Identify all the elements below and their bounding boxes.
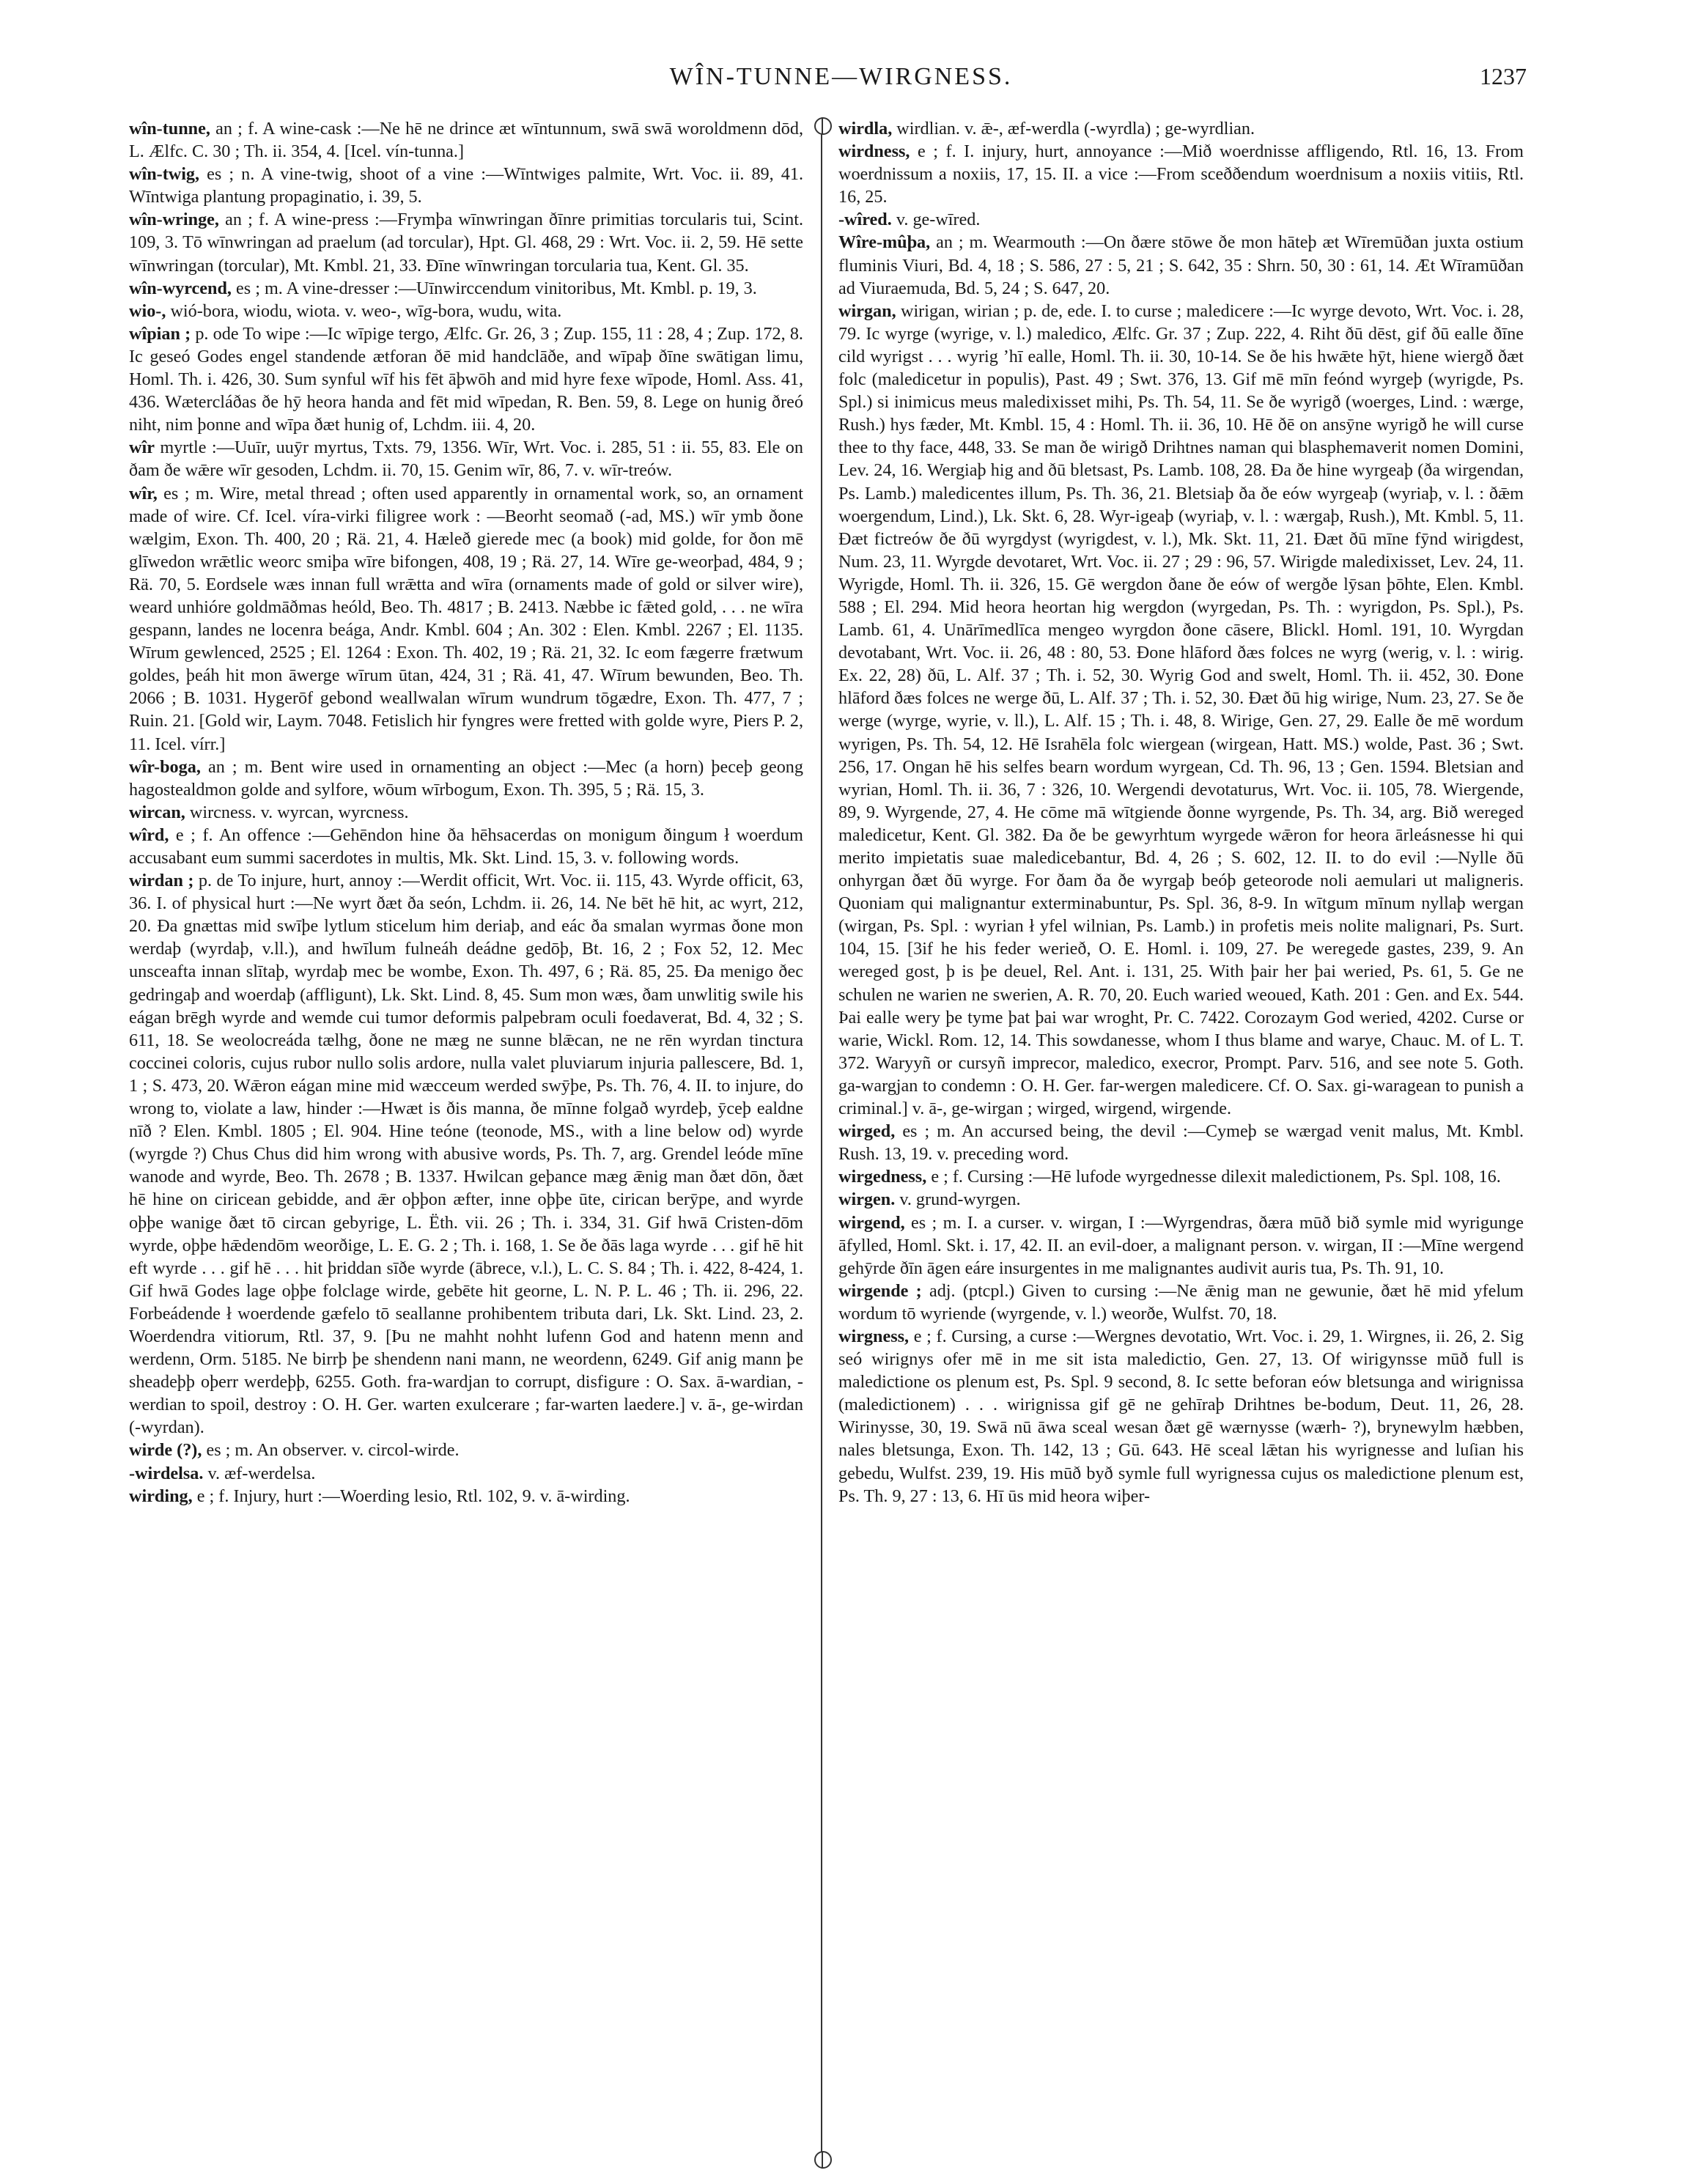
dictionary-entry (129, 824, 803, 869)
dictionary-entry (838, 231, 1524, 299)
entry-headword: wîr (129, 438, 155, 458)
dictionary-entry (129, 436, 803, 482)
dictionary-entry (129, 1439, 803, 1461)
dictionary-entry (129, 163, 803, 208)
entry-headword: wîpian ; (129, 323, 191, 344)
entry-text: es ; m. An observer. v. circol-wirde. (202, 1440, 460, 1461)
entry-text: v. grund-wyrgen. (895, 1189, 1021, 1210)
running-header: WÎN-TUNNE—WIRGNESS. (669, 63, 1013, 90)
entry-text: adj. (ptcpl.) Given to cursing :—Ne ǣnig man ne gewunie, ðæt hē mid yfelum wordum tō wyriende (wyrgende, v. l.) weorðe, Wulfst. 70, 18. (838, 1280, 1524, 1324)
entry-headword: wirdness, (838, 141, 910, 162)
entry-text: e ; f. Injury, hurt :—Woerding lesio, Rtl. 102, 9. v. ā-wirding. (192, 1486, 630, 1506)
dictionary-entry (129, 482, 803, 756)
dictionary-entry (129, 869, 803, 1439)
dictionary-entry (129, 1485, 803, 1508)
entry-headword: wirgen. (838, 1189, 896, 1210)
entry-text: an ; f. A wine-cask :—Ne hē ne drince æt wīntunnum, swā swā woroldmenn dōd, L. Ælfc. C. 30 ; Th. ii. 354, 4. [Icel. vín-tunna.] (129, 119, 803, 162)
entry-text: wirigan, wirian ; p. de, ede. I. to curse ; maledicere :—Ic wyrge devoto, Wrt. Voc. i. 28, 79. Ic wyrge (wyrige, v. l.) maledico, Ælfc. Gr. 37 ; Zup. 222, 4. Riht ðū dēst, gif ðū ealle ðīne cild wyrigst . . . wyrig ʼhī ealle, Homl. Th. ii. 30, 10-14. Se ðe his hwǣte hȳt, hiene wiergð ðæt folc (maledicetur in populis), Past. 49 ; Swt. 376, 13. Gif mē mīn feónd wyrgeþ (wyrigde, Ps. Spl.) si inimicus meus maledixisset mihi, Ps. Th. 54, 11. Se ðe wyrigð (woerges, Lind. : wærge, Rush.) hys fæder, Mt. Kmbl. 15, 4 : Homl. Th. ii. 36, 10. Hē ðē on ansȳne wyrigð he will curse thee to thy face, 448, 33. Se man ðe wirigð Drihtnes naman qui blasphemaverit nomen Domini, Lev. 24, 16. Wergiaþ hig and ðū bletsast, Ps. Lamb. 108, 28. Ða ðe hine wyrgeaþ (ða wirgendan, Ps. Lamb.) maledicentes illum, Ps. Th. 36, 21. Bletsiaþ ða ðe eów wyrgeaþ (wyriaþ, v. l. : ðǣm woergendum, Lind.), Lk. Skt. 6, 28. Wyr-igeaþ (wyriaþ, v. l. : wærgaþ, Rush.), Mt. Kmbl. 5, 11. Ðæt fictreów ðe ðū wyrgdyst (wyrigdest, v. l.), Mk. Skt. 11, 21. Ðæt ðū mīne fȳnd wirigdest, Num. 23, 11. Wyrgde devotaret, Wrt. Voc. ii. 27 ; 29 : 96, 57. Wirigde maledixisset, Lev. 24, 11. Wyrigde, Homl. Th. ii. 326, 15. Gē wergdon ðane ðe eów of wergðe lȳsan þōhte, Elen. Kmbl. 588 ; El. 294. Mid heora heortan hig wergdon (wyrgedan, Ps. Th. : wyrigdon, Ps. Spl.), Ps. Lamb. 61, 4. Unārīmedlīca mengeo wyrgdon ðone cāsere, Blickl. Homl. 191, 10. Wyrgdan devotabant, Wrt. Voc. ii. 26, 48 : 80, 53. Ðone hlāford ðæs folces ne wyrg (werig, v. l. : wirig. Ex. 22, 28) ðū, L. Alf. 37 ; Th. i. 52, 30. Wyrig God and swelt, Homl. Th. ii. 452, 30. Ðone hlāford ðæs folces ne werge ðū, L. Alf. 37 ; Th. i. 52, 30. Ðæt ðū hig wirige, Num. 23, 27. Se ðe werge (wyrge, wyrie, v. ll.), L. Alf. 15 ; Th. i. 48, 8. Wirige, Gen. 27, 29. Ealle ðe mē wordum wyrigen, Ps. Th. 54, 12. Hē Israhēla folc wiergean (wirgean, Hatt. MS.) wolde, Past. 36 ; Swt. 256, 17. Ongan hē his selfes bearn wordum wyrgean, Cd. Th. 96, 13 ; Gen. 1594. Bletsian and wyrian, Homl. Th. ii. 36, 7 : 326, 10. Wergendi devotaturus, Wrt. Voc. ii. 105, 78. Wiergende, 89, 9. Wyrgende, 27, 4. He cōme mā wītgiende ðonne wyrgende, Ps. Th. 34, arg. Bið wereged maledicetur, Kent. Gl. 382. Ða ðe be gewyrhtum wyrgede wǣron for heora ārleásnesse hi qui merito impietatis suae maledicebantur, Bd. 4, 26 ; S. 602, 12. II. to do evil :—Nylle ðū onhyrgan ðæt ðū wyrge. For ðam ða ðe wyrgaþ beóþ geteorode noli aemulari ut maligneris. Quoniam qui malignantur exterminabuntur, Ps. Spl. 36, 8-9. In wītgum mīnum nyllaþ wergan (wirgan, Ps. Spl. : wyrian ł yfel wilnian, Ps. Lamb.) in profetis meis nolite malignari, Ps. Surt. 104, 15. [3if he his feder werieð, O. E. Homl. i. 109, 27. Þe weregede gastes, 239, 9. An wereged gost, þ is þe deuel, Rel. Ant. i. 131, 25. With þair her þai weried, Ps. 61, 5. Ge ne schulen ne warien ne swerien, A. R. 70, 20. Euch waried weoued, Kath. 201 : Gen. and Ex. 544. Þai ealle wery þe tyme þat þai war wroght, Pr. C. 7422. Corozaym God weried, 4202. Curse or warie, Wickl. Rom. 12, 14. This sowdanesse, whom I thus blame and warye, Chauc. M. of L. T. 372. Waryyñ or cursyñ imprecor, maledico, execror, Prompt. Parv. 516, and see note 5. Goth. ga-wargjan to condemn : O. H. Ger. far-wergen maledicere. Cf. O. Sax. gi-waragean to punish a criminal.] v. ā-, ge-wirgan ; wirged, wirgend, wirgende. (838, 300, 1524, 1119)
entry-text: wirdlian. v. ǣ-, æf-werdla (-wyrdla) ; ge-wyrdlian. (892, 119, 1255, 139)
page-number: 1237 (1480, 63, 1527, 89)
entry-headword: wirdan ; (129, 871, 194, 891)
entry-text: wió-bora, wiodu, wiota. v. weo-, wīg-bora, wudu, wita. (166, 300, 562, 321)
entry-headword: wîr-boga, (129, 756, 201, 777)
entry-text: e ; f. An offence :—Gehēndon hine ða hēhsacerdas on monigum ðingum ł woerdum accusabant eum summi sacerdotes in multis, Mk. Skt. Lind. 15, 3. v. following words. (129, 824, 803, 868)
dictionary-entry (838, 1188, 1524, 1211)
entry-text: an ; m. Bent wire used in ornamenting an object :—Mec (a horn) þeceþ geong hagostealdmon golde and sylfore, wōum wīrbogum, Exon. Th. 395, 5 ; Rä. 15, 3. (129, 756, 803, 800)
dictionary-entry (838, 117, 1524, 140)
entry-text: v. ge-wīred. (891, 210, 981, 230)
dictionary-entry (129, 208, 803, 276)
dictionary-entry (838, 1165, 1524, 1188)
entry-headword: wirgende ; (838, 1280, 922, 1301)
entry-text: an ; f. A wine-press :—Frymþa wīnwringan ðīnre primitias torcularis tui, Scint. 109, 3. Tō wīnwringan ad praelum (ad torcular), Hpt. Gl. 468, 29 : Wrt. Voc. ii. 2, 59. Hē sette wīnwringan (torcular), Mt. Kmbl. 21, 33. Ðīne wīnwringan torcularia tua, Kent. Gl. 35. (129, 210, 803, 276)
entry-headword: wîn-tunne, (129, 119, 210, 139)
dictionary-entry (838, 1120, 1524, 1165)
entry-headword: wîn-wyrcend, (129, 278, 232, 298)
dictionary-entry (129, 801, 803, 824)
entry-headword: wîrd, (129, 824, 169, 845)
entry-text: an ; m. Wearmouth :—On ðære stōwe ðe mon hāteþ æt Wīremūðan juxta ostium fluminis Viuri, Bd. 4, 18 ; S. 586, 27 : 5, 21 ; S. 642, 35 : Shrn. 50, 30 : 61, 14. Æt Wīramūðan ad Viuraemuda, Bd. 5, 24 ; S. 647, 20. (838, 232, 1524, 298)
entry-headword: wio-, (129, 300, 166, 321)
left-column (129, 117, 803, 2140)
column-rule-ornament-top (814, 117, 832, 135)
entry-headword: wîr, (129, 483, 158, 503)
entry-text: myrtle :—Uuīr, uuȳr myrtus, Txts. 79, 1356. Wīr, Wrt. Voc. i. 285, 51 : ii. 55, 83. Ele on ðam ðe wǣre wīr gesoden, Lchdm. ii. 70, 15. Genim wīr, 86, 7. v. wīr-treów. (129, 438, 803, 481)
entry-text: v. æf-werdelsa. (203, 1463, 316, 1483)
entry-text: e ; f. I. injury, hurt, annoyance :—Mið woerdnisse affligendo, Rtl. 16, 13. From woerdnissum a noxiis, 17, 15. II. a vice :—From sceððendum woerdnisum a noxiis vitiis, Rtl. 16, 25. (838, 141, 1524, 207)
column-rule (821, 129, 822, 2161)
entry-headword: wirdla, (838, 119, 893, 139)
entry-text: p. ode To wipe :—Ic wīpige tergo, Ælfc. Gr. 26, 3 ; Zup. 155, 11 : 28, 4 ; Zup. 172, 8. Ic geseó Godes engel standende ætforan ðē mid handclāðe, and wīpaþ ðīne swātigan limu, Homl. Th. i. 426, 30. Sum synful wīf his fēt āþwōh and mid hyre fexe wīpode, Homl. Ass. 41, 436. Wætercláðas ðe hȳ heora handa and fēt mid wīpedan, R. Ben. 59, 8. Lege on hunig ðreó niht, nim þonne and wīpa ðæt hunig of, Lchdm. iii. 4, 20. (129, 323, 803, 435)
entry-text: p. de To injure, hurt, annoy :—Werdit officit, Wrt. Voc. ii. 115, 43. Wyrde officit, 63, 36. I. of physical hurt :—Ne wyrt ðæt ða seón, Lchdm. ii. 26, 14. Ne bēt hē hit, ac wyrt, 212, 20. Ða gnættas mid swīþe lytlum sticelum him deriaþ, and eác ða smalan wyrmas ðone mon werdaþ (wyrdaþ, v.ll.), and hwīlum fulneáh deádne gedōþ, Bt. 16, 2 ; Fox 52, 12. Mec unsceafta innan slītaþ, wyrdaþ mec be wombe, Exon. Th. 497, 6 ; Rä. 85, 25. Ða menigo ðec gedringaþ and woerdaþ (affligunt), Lk. Skt. Lind. 8, 45. Sum mon wæs, ðam unwlitig swile his eágan brēgh wyrde and wemde cui tumor deformis palpebram oculi foedaverat, Bd. 4, 32 ; S. 611, 18. Se weolocreáda tælhg, ðone ne mæg ne sunne blǣcan, ne ne rēn wyrdan tinctura coccinei coloris, cujus rubor nullo solis ardore, nulla valet pluviarum injuria pallescere, Bd. 1, 1 ; S. 473, 20. Wǣron eágan mine mid wæcceum werded swȳþe, Ps. Th. 76, 4. II. to injure, do wrong to, violate a law, hinder :—Hwæt is ðis manna, ðe mīnne folgað wyrdeþ, ȳceþ ealdne nīð ? Elen. Kmbl. 1805 ; El. 904. Hine teóne (teonode, MS., with a line below od) wyrde (wyrgde ?) Chus Chus did him wrong with abusive words, Ps. Th. 7, arg. Grendel leóde mīne wanode and wyrde, Beo. Th. 2678 ; B. 1337. Hwilcan geþance mæg ǣnig man ðæt dōn, ðæt hē hine on ciricean gebidde, and ǣr oþþon æfter, inne oþþe ūte, cirican berȳpe, and wyrde oþþe wanige ðæt tō circan gebyrige, L. Ëth. vii. 26 ; Th. i. 334, 31. Gif hwā Cristen-dōm wyrde, oþþe hǣdendōm weorðige, L. E. G. 2 ; Th. i. 168, 1. Se ðe ðās laga wyrde . . . gif hē hit eft wyrde . . . gif hē . . . hit þriddan sīðe wyrde (ābrece, v.l.), L. C. S. 84 ; Th. i. 422, 8-424, 1. Gif hwā Godes lage oþþe folclage wirde, gebēte hit georne, L. N. P. L. 46 ; Th. ii. 296, 22. Forbeádende ł woerdende gæfelo tō seallanne prohibentem tributa dari, Lk. Skt. Lind. 23, 2. Woerdendra vitiorum, Rtl. 37, 9. [Þu ne mahht nohht lufenn God and hatenn menn and werdenn, Orm. 5185. Ne birrþ þe shendenn nani mann, ne weordenn, 6249. Gif anig mann þe sheadeþþ oþerr werdeþþ, 6255. Goth. fra-wardjan to corrupt, disfigure : O. Sax. ā-wardian, -werdian to spoil, destroy : O. H. Ger. warten exulcerare ; far-warten laedere.] v. ā-, ge-wirdan (-wyrdan). (129, 871, 803, 1438)
entry-text: es ; m. A vine-dresser :—Uīnwirccendum vinitoribus, Mt. Kmbl. p. 19, 3. (231, 278, 757, 298)
entry-text: e ; f. Cursing, a curse :—Wergnes devotatio, Wrt. Voc. i. 29, 1. Wirgnes, ii. 26, 2. Sig seó wirignys ofer mē in me sit ista maledictio, Gen. 27, 13. Of wirigynsse mūð full is maledictione os plenum est, Ps. Spl. 9 second, 8. Ic sette beforan eów bletsunga and wirignissa (maledictionem) . . . wirignissa gif gē ne gehīraþ Drihtnes be-bodum, Deut. 11, 26, 28. Wirinysse, 30, 19. Swā nū āwa sceal wesan ðæt gē wærnysse (wærh- ?), brynewylm hæbben, nales bletsunga, Exon. Th. 142, 13 ; Gū. 643. Hē sceal lǣtan his wyrignesse and luſian his gebedu, Wulfst. 239, 19. His mūð byð symle full wyrignessa cujus os maledictione plenum est, Ps. Th. 9, 27 : 13, 6. Hī ūs mid heora wiþer- (838, 1326, 1524, 1506)
entry-headword: wîn-wringe, (129, 210, 219, 230)
entry-headword: wirde (?), (129, 1440, 202, 1461)
dictionary-entry (838, 300, 1524, 1120)
dictionary-entry (129, 322, 803, 436)
entry-headword: wîn-twig, (129, 164, 200, 185)
dictionary-entry (838, 140, 1524, 208)
entry-text: e ; f. Cursing :—Hē lufode wyrgednesse dilexit maledictionem, Ps. Spl. 108, 16. (926, 1167, 1501, 1187)
dictionary-entry (129, 117, 803, 163)
entry-headword: wirding, (129, 1486, 193, 1506)
entry-headword: -wîred. (838, 210, 892, 230)
entry-headword: wirgedness, (838, 1167, 927, 1187)
entry-headword: wirgan, (838, 300, 896, 321)
dictionary-entry (838, 1280, 1524, 1325)
entry-headword: -wirdelsa. (129, 1463, 204, 1483)
dictionary-entry (838, 1325, 1524, 1508)
dictionary-entry (838, 208, 1524, 231)
column-rule-ornament-bottom (814, 2151, 832, 2169)
entry-text: es ; m. An accursed being, the devil :—Cymeþ se wærgad venit malus, Mt. Kmbl. Rush. 13, 19. v. preceding word. (838, 1121, 1524, 1165)
dictionary-entry (129, 300, 803, 322)
entry-text: es ; n. A vine-twig, shoot of a vine :—Wīntwiges palmite, Wrt. Voc. ii. 89, 41. Wīntwiga plantung propaginatio, i. 39, 5. (129, 164, 803, 207)
entry-text: es ; m. I. a curser. v. wirgan, I :—Wyrgendras, ðæra mūð bið symle mid wyrigunge āfylled, Homl. Skt. i. 17, 42. II. an evil-doer, a malignant person. v. wirgan, II :—Mīne wergend gehȳrde ðīn āgen eáre insurgentes in me malignantes audivit auris tua, Ps. Th. 91, 10. (838, 1212, 1524, 1278)
right-column (838, 117, 1524, 2140)
dictionary-entry (129, 756, 803, 801)
entry-text: es ; m. Wire, metal thread ; often used apparently in ornamental work, so, an ornament made of wire. Cf. Icel. víra-virki filigree work : —Beorht seomað (-ad, MS.) wīr ymb ðone wælgim, Exon. Th. 400, 20 ; Rä. 21, 4. Hæleð gierede mec (a book) mid golde, for ðon mē glīwedon wrǣtlic weorc smiþa wīre bifongen, 408, 19 ; Rä. 27, 14. Wīre ge-weorþad, 484, 9 ; Rä. 70, 5. Eordsele wæs innan full wrǣtta and wīra (ornaments made of gold or silver wire), weard unhióre goldmāðmas heóld, Beo. Th. 4817 ; B. 2413. Næbbe ic fǣted gold, . . . ne wīra gespann, landes ne locenra beága, Andr. Kmbl. 604 ; An. 302 : Elen. Kmbl. 2267 ; El. 1135. Wīrum gewlenced, 2525 ; El. 1264 : Exon. Th. 402, 19 ; Rä. 21, 32. Ic eom fægerre frætwum goldes, þeáh hit mon āwerge wīrum ūtan, 424, 31 ; Rä. 41, 47. Wīrum bewunden, Beo. Th. 2066 ; B. 1031. Hygerōf gebond weallwalan wīrum wundrum tōgædre, Exon. Th. 477, 7 ; Ruin. 21. [Gold wir, Laym. 7048. Fetislich hir fyngres were fretted with golde wyre, Piers P. 2, 11. Icel. vírr.] (129, 483, 803, 754)
entry-headword: wircan, (129, 802, 185, 822)
entry-text: wircness. v. wyrcan, wyrcness. (185, 802, 409, 822)
entry-headword: wirgend, (838, 1212, 905, 1233)
dictionary-entry (838, 1211, 1524, 1280)
entry-headword: Wîre-mûþa, (838, 232, 931, 253)
dictionary-entry (129, 1462, 803, 1485)
entry-headword: wirgness, (838, 1326, 910, 1346)
dictionary-entry (129, 277, 803, 300)
entry-headword: wirged, (838, 1121, 896, 1142)
